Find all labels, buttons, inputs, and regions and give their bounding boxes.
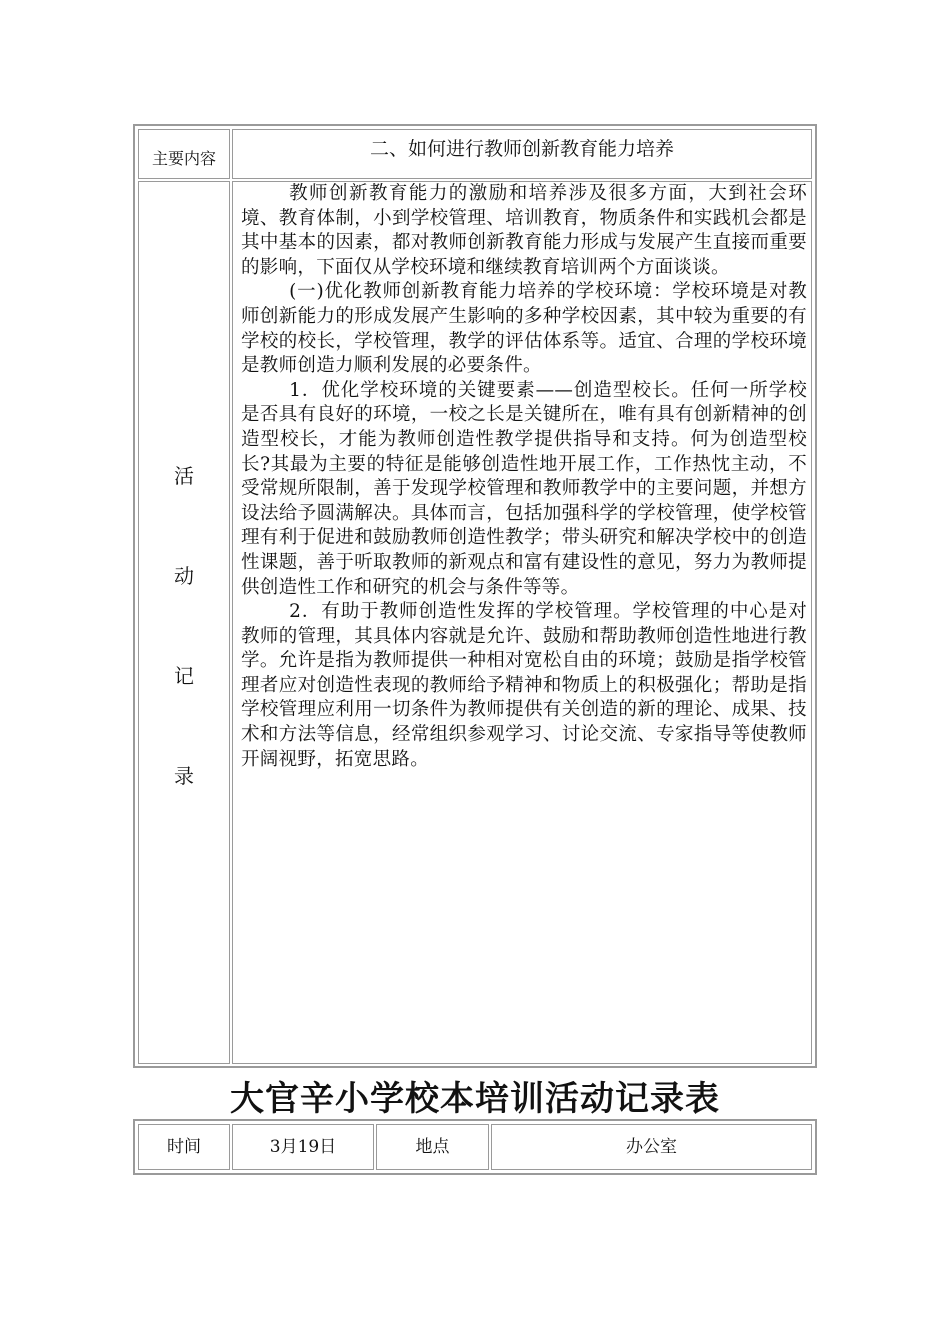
- activity-label-char: 记: [174, 664, 194, 688]
- activity-label-char: 录: [174, 764, 194, 788]
- place-label: 地点: [376, 1124, 489, 1170]
- main-content-title-cell: [232, 129, 812, 179]
- record-table: [133, 124, 817, 1068]
- place-value: 办公室: [491, 1124, 812, 1170]
- body-paragraph: 1．优化学校环境的关键要素——创造型校长。任何一所学校是否具有良好的环境，一校之长是关键所在，唯有具有创新精神的创造型校长，才能为教师创造性教学提供指导和支持。何为创造型校长?其最为主要的特征是能够创造性地开展工作，工作热忱主动，不受常规所限制，善于发现学校管理和教师教学中的主要问题，并想方设法给予圆满解决。具体而言，包括加强科学的学校管理，使学校管理有利于促进和鼓励教师创造性教学；带头研究和解决学校中的创造性课题，善于听取教师的新观点和富有建设性的意见，努力为教师提供创造性工作和研究的机会与条件等等。: [241, 379, 807, 598]
- activity-record-text: [241, 182, 807, 772]
- activity-record-label-cell: [138, 181, 230, 1064]
- info-table: [133, 1119, 817, 1175]
- body-paragraph: 教师创新教育能力的激励和培养涉及很多方面，大到社会环境、教育体制，小到学校管理、培训教育，物质条件和实践机会都是其中基本的因素，都对教师创新教育能力形成与发展产生直接而重要的影响，下面仅从学校环境和继续教育培训两个方面谈谈。: [241, 183, 807, 278]
- main-content-title: 二、如何进行教师创新教育能力培养: [369, 138, 674, 160]
- main-content-label: 主要内容: [151, 149, 216, 168]
- time-value: 3月19日: [232, 1124, 374, 1170]
- page-title: 大官辛小学校本培训活动记录表: [230, 1079, 720, 1119]
- time-label: 时间: [138, 1124, 230, 1170]
- body-paragraph: (一)优化教师创新教育能力培养的学校环境：学校环境是对教师创新能力的形成发展产生影响的多种学校因素，其中较为重要的有学校的校长，学校管理，教学的评估体系等。适宜、合理的学校环境是教师创造力顺利发展的必要条件。: [241, 281, 807, 377]
- activity-label-char: 活: [174, 464, 194, 488]
- main-content-label-cell: [138, 129, 230, 179]
- body-paragraph: 2．有助于教师创造性发挥的学校管理。学校管理的中心是对教师的管理，其具体内容就是允许、鼓励和帮助教师创造性地进行教学。允许是指为教师提供一种相对宽松自由的环境；鼓励是指学校管理者应对创造性表现的教师给予精神和物质上的积极强化；帮助是指学校管理应利用一切条件为教师提供有关创造的新的理论、成果、技术和方法等信息，经常组织参观学习、讨论交流、专家指导等使教师开阔视野，拓宽思路。: [241, 601, 807, 770]
- activity-label-char: 动: [174, 564, 194, 588]
- activity-record-body-cell: [232, 181, 812, 1064]
